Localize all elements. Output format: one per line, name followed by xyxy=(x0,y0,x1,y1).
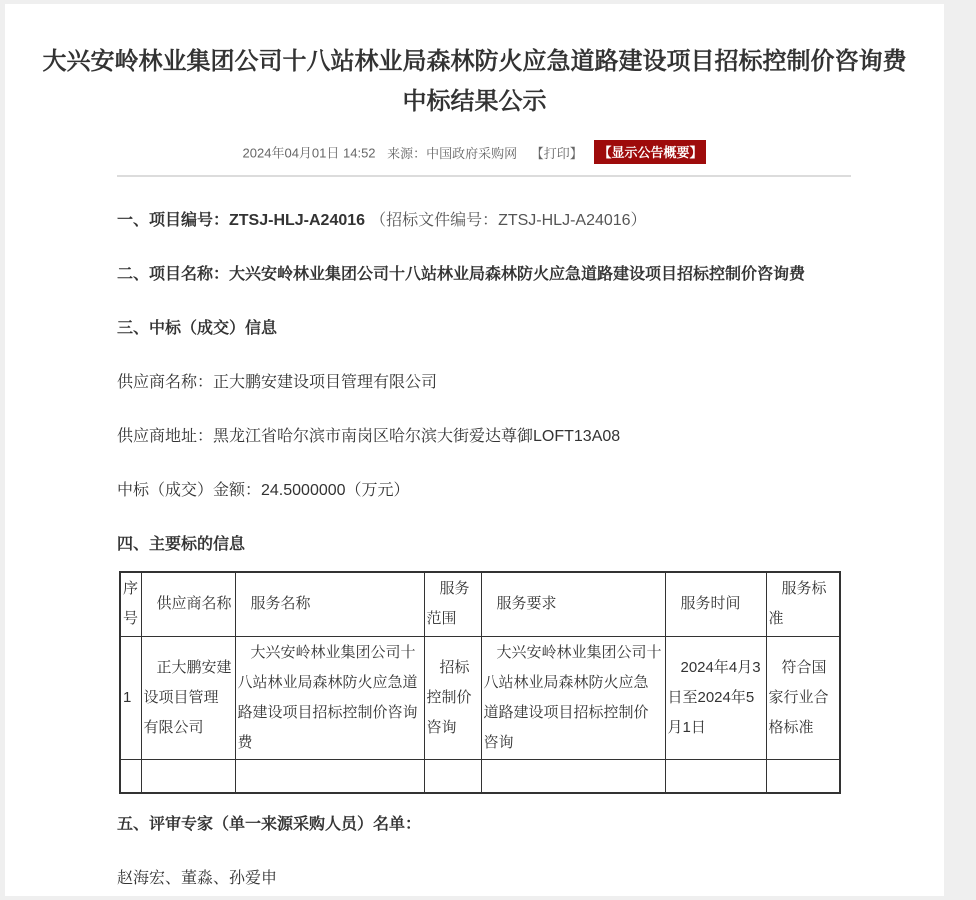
header-service-time: 服务时间 xyxy=(665,572,766,636)
cell-supplier-name: 正大鹏安建设项目管理有限公司 xyxy=(141,636,235,759)
publish-datetime: 2024年04月01日 14:52 xyxy=(242,145,376,161)
cell-seq-no: 1 xyxy=(120,636,141,759)
header-service-scope: 服务范围 xyxy=(424,572,481,636)
empty-cell xyxy=(141,759,235,793)
section-project-name: 二、项目名称：大兴安岭林业集团公司十八站林业局森林防火应急道路建设项目招标控制价咨询费 xyxy=(117,266,806,283)
experts-names: 赵海宏、董淼、孙爱申 xyxy=(117,870,278,887)
announcement-body xyxy=(117,210,853,889)
header-service-requirements: 服务要求 xyxy=(481,572,665,636)
supplier-address: 供应商地址：黑龙江省哈尔滨市南岗区哈尔滨大街爱达尊御LOFT13A08 xyxy=(117,428,621,445)
table-header-row xyxy=(120,572,840,636)
show-summary-button[interactable]: 【显示公告概要】 xyxy=(594,140,706,164)
header-supplier-name: 供应商名称 xyxy=(141,572,235,636)
cell-service-standard: 符合国家行业合格标准 xyxy=(766,636,840,759)
subject-info-table xyxy=(119,571,841,794)
empty-cell xyxy=(665,759,766,793)
section-main-subject-heading: 四、主要标的信息 xyxy=(117,536,246,553)
cell-service-name: 大兴安岭林业集团公司十八站林业局森林防火应急道路建设项目招标控制价咨询费 xyxy=(235,636,424,759)
print-button[interactable]: 【打印】 xyxy=(530,145,583,161)
table-empty-row xyxy=(120,759,840,793)
meta-bar xyxy=(5,140,944,164)
cell-service-time: 2024年4月3日至2024年5月1日 xyxy=(665,636,766,759)
project-number-value: 一、项目编号：ZTSJ-HLJ-A24016 xyxy=(117,212,366,229)
header-service-standard: 服务标准 xyxy=(766,572,840,636)
header-seq-no: 序号 xyxy=(120,572,141,636)
supplier-name: 供应商名称：正大鹏安建设项目管理有限公司 xyxy=(117,374,438,391)
section-award-info-heading: 三、中标（成交）信息 xyxy=(117,320,278,337)
bid-doc-number-note: （招标文件编号：ZTSJ-HLJ-A24016） xyxy=(370,212,647,229)
empty-cell xyxy=(424,759,481,793)
cell-service-requirements: 大兴安岭林业集团公司十八站林业局森林防火应急道路建设项目招标控制价咨询 xyxy=(481,636,665,759)
section-experts-heading: 五、评审专家（单一来源采购人员）名单： xyxy=(117,816,422,833)
announcement-card xyxy=(5,4,944,896)
empty-cell xyxy=(120,759,141,793)
table-row xyxy=(120,636,840,759)
header-service-name: 服务名称 xyxy=(235,572,424,636)
empty-cell xyxy=(235,759,424,793)
award-amount: 中标（成交）金额：24.5000000（万元） xyxy=(117,482,410,499)
divider xyxy=(117,175,851,177)
page-title: 大兴安岭林业集团公司十八站林业局森林防火应急道路建设项目招标控制价咨询费中标结果公示 xyxy=(42,48,907,115)
cell-service-scope: 招标控制价咨询 xyxy=(424,636,481,759)
empty-cell xyxy=(481,759,665,793)
page-background xyxy=(0,4,976,900)
source-label: 来源：中国政府采购网 xyxy=(387,145,518,161)
section-project-number xyxy=(117,210,853,231)
empty-cell xyxy=(766,759,840,793)
